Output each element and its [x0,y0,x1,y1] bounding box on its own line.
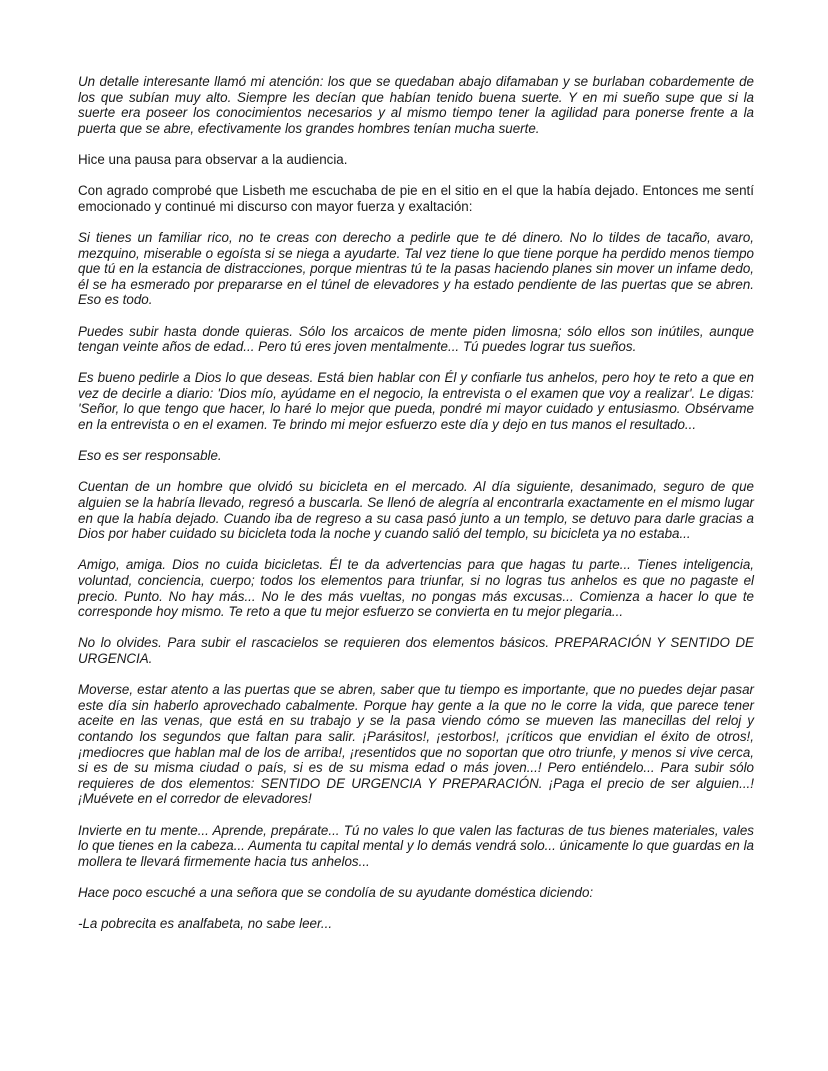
paragraph-bicicleta: Cuentan de un hombre que olvidó su bicicleta en el mercado. Al día siguiente, desanimado, seguro de que alguien se la habría llevado, regresó a buscarla. Se llenó de alegría al encontrarla exactamente en el mismo lugar en que la había dejado. Cuando iba de regreso a su casa pasó junto a un templo, se detuvo para darle gracias a Dios por haber cuidado su bicicleta toda la noche y cuando salió del templo, su bicicleta ya no estaba... [78,479,754,542]
paragraph-pobrecita: -La pobrecita es analfabeta, no sabe leer... [78,916,333,932]
paragraph-lisbeth: Con agrado comprobé que Lisbeth me escuchaba de pie en el sitio en el que la había dejado. Entonces me sentí emocionado y continué mi discurso con mayor fuerza y exaltación: [78,183,754,214]
paragraph-pausa: Hice una pausa para observar a la audiencia. [78,151,348,167]
paragraph-responsable: Eso es ser responsable. [78,448,222,464]
paragraph-amigo-amiga: Amigo, amiga. Dios no cuida bicicletas. Él te da advertencias para que hagas tu parte... Tienes inteligencia, voluntad, conciencia, cuerpo; todos los elementos para triunfar, si no logras tus anhelos es que no pagaste el precio. Punto. No hay más... No le des más vueltas, no pongas más excusas... Comienza a hacer lo que te corresponde hoy mismo. Te reto a que tu mejor esfuerzo se convierta en tu mejor plegaria... [78,557,754,620]
paragraph-familiar-rico: Si tienes un familiar rico, no te creas con derecho a pedirle que te dé dinero. No lo tildes de tacaño, avaro, mezquino, miserable o egoísta si se niega a ayudarte. Tal vez tiene lo que tiene porque ha perdido menos tiempo que tú en la estancia de distracciones, porque mientras tú te la pasas haciendo planes sin mover un infame dedo, él se ha esmerado por prepararse en el túnel de elevadores y ha estado pendiente de las puertas que se abren. Eso es todo. [78,229,754,308]
paragraph-puedes-subir: Puedes subir hasta donde quieras. Sólo los arcaicos de mente piden limosna; sólo ellos son inútiles, aunque tengan veinte años de edad... Pero tú eres joven mentalmente... Tú puedes lograr tus sueños. [78,323,754,355]
paragraph-senora: Hace poco escuché a una señora que se condolía de su ayudante doméstica diciendo: [78,884,594,900]
paragraph-suerte: Un detalle interesante llamó mi atención: los que se quedaban abajo difamaban y se burlaban cobardemente de los que subían muy alto. Siempre les decían que habían tenido buena suerte. Y en mi sueño supe que si la suerte era poseer los conocimientos necesarios y al mismo tiempo tener la agilidad para ponerse frente a la puerta que se abre, efectivamente los grandes hombres tenían mucha suerte. [78,74,754,136]
paragraph-pedirle-a-dios: Es bueno pedirle a Dios lo que deseas. Está bien hablar con Él y confiarle tus anhelos, pero hoy te reto a que en vez de decirle a diario: 'Dios mío, ayúdame en el negocio, la entrevista o el examen que voy a realizar'. Le digas: 'Señor, lo que tengo que hacer, lo haré lo mejor que pueda, pondré mi mayor cuidado y entusiasmo. Obsérvame en la entrevista o en el examen. Te brindo mi mejor esfuerzo este día y dejo en tus manos el resultado... [78,370,754,433]
paragraph-moverse: Moverse, estar atento a las puertas que se abren, saber que tu tiempo es importante, que no puedes dejar pasar este día sin haberlo aprovechado cabalmente. Porque hay gente a la que no le corre la vida, que parece tener aceite en las venas, que está en su trabajo y se la pasa viendo cómo se mueven las manecillas del reloj y contando los segundos que faltan para salir. ¡Parásitos!, ¡estorbos!, ¡críticos que envidian el éxito de otros!, ¡mediocres que hablan mal de los de arriba!, ¡resentidos que no soportan que otro triunfe, y menos si vive cerca, si es de su misma ciudad o país, si es de su misma edad o más joven...! Pero entiéndelo... Para subir sólo requieres de dos elementos: SENTIDO DE URGENCIA Y PREPARACIÓN. ¡Paga el precio de ser alguien...! ¡Muévete en el corredor de elevadores! [78,682,754,807]
paragraph-invierte: Invierte en tu mente... Aprende, prepárate... Tú no vales lo que valen las facturas de tus bienes materiales, vales lo que tienes en la cabeza... Aumenta tu capital mental y lo demás vendrá solo... únicamente lo que guardas en la mollera te llevará firmemente hacia tus anhelos... [78,822,754,869]
paragraph-no-lo-olvides: No lo olvides. Para subir el rascacielos se requieren dos elementos básicos. PREPARACIÓN Y SENTIDO DE URGENCIA. [78,635,754,666]
document-page [78,74,754,947]
